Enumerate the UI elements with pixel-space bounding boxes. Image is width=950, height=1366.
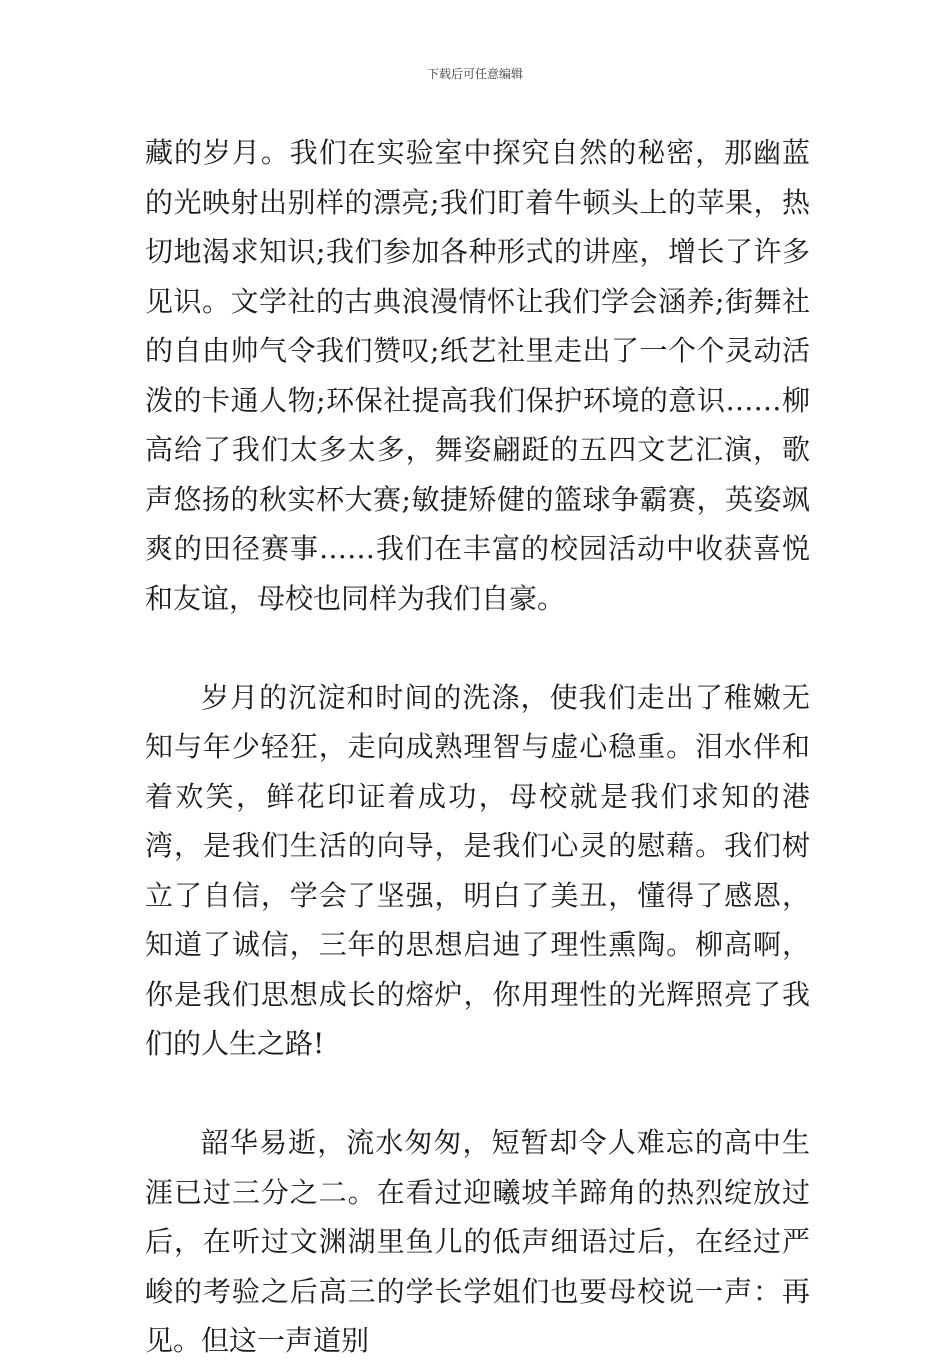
paragraph-2: 岁月的沉淀和时间的洗涤，使我们走出了稚嫩无知与年少轻狂，走向成熟理智与虚心稳重。泪水伴和着欢笑，鲜花印证着成功，母校就是我们求知的港湾，是我们生活的向导，是我们心灵的慰藉。我们树立了自信，学会了坚强，明白了美丑，懂得了感恩，知道了诚信，三年的思想启迪了理性熏陶。柳高啊，你是我们思想成长的熔炉，你用理性的光辉照亮了我们的人生之路! xyxy=(145,680,810,1060)
page-header: 下载后可任意编辑 xyxy=(426,67,523,81)
paragraph-spacer xyxy=(145,623,810,673)
paragraph-1: 藏的岁月。我们在实验室中探究自然的秘密，那幽蓝的光映射出别样的漂亮;我们盯着牛顿头上的苹果，热切地渴求知识;我们参加各种形式的讲座，增长了许多见识。文学社的古典浪漫情怀让我们学会涵养;街舞社的自由帅气令我们赞叹;纸艺社里走出了一个个灵动活泼的卡通人物;环保社提高我们保护环境的意识……柳高给了我们太多太多，舞姿翩跹的五四文艺汇演，歌声悠扬的秋实杯大赛;敏捷矫健的篮球争霸赛，英姿飒爽的田径赛事……我们在丰富的校园活动中收获喜悦和友谊，母校也同样为我们自豪。 xyxy=(145,136,810,615)
document-body xyxy=(145,128,810,1366)
paragraph-spacer xyxy=(145,1069,810,1119)
paragraph-3: 韶华易逝，流水匆匆，短暂却令人难忘的高中生涯已过三分之二。在看过迎曦坡羊蹄角的热烈绽放过后，在听过文渊湖里鱼儿的低声细语过后，在经过严峻的考验之后高三的学长学姐们也要母校说一声：再见。但这一声道别 xyxy=(145,1126,810,1357)
